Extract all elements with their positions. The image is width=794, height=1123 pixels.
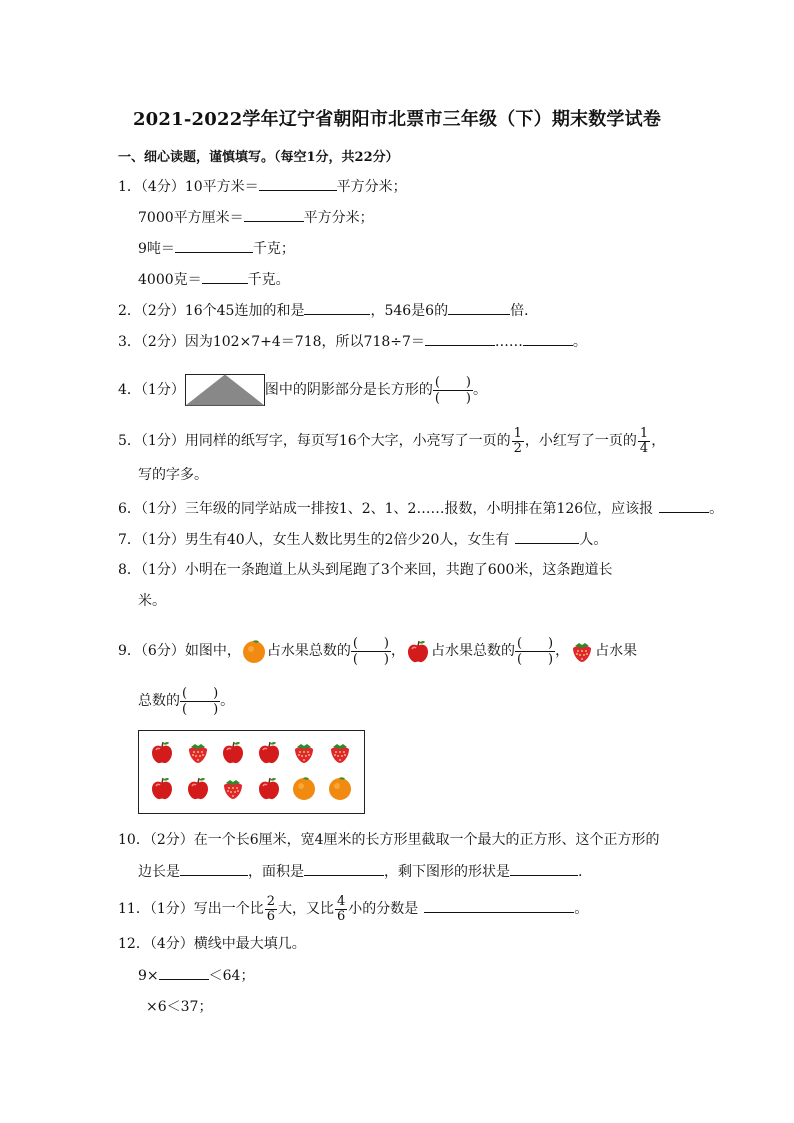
shaded-triangle-figure xyxy=(185,374,265,406)
q9-text-5: 总数的 xyxy=(138,693,180,709)
q1-a-unit: 平方分米； xyxy=(336,179,407,195)
q9-comma-2: ， xyxy=(555,643,570,659)
q12-a-text: 9× xyxy=(138,968,159,984)
question-10 xyxy=(118,830,660,850)
q1-b-unit: 平方分米； xyxy=(303,210,374,226)
q1-b-text: 7000平方厘米＝ xyxy=(138,210,244,226)
q10-text-2: 边长是 xyxy=(138,864,180,880)
answer-blank[interactable] xyxy=(424,898,574,913)
question-7 xyxy=(118,529,607,550)
question-1-line-b xyxy=(138,207,374,228)
apple-icon xyxy=(220,739,246,765)
answer-blank[interactable] xyxy=(180,861,248,876)
q9-text-2: 占水果总数的 xyxy=(266,643,351,659)
question-12-line-a xyxy=(138,965,254,986)
q11-end: 。 xyxy=(574,901,589,917)
q12-text: 12．（4分）横线中最大填几。 xyxy=(118,936,306,952)
q5-comma: ， xyxy=(651,433,666,449)
strawberry-icon xyxy=(220,775,246,801)
fraction-answer[interactable]: $\frac{( )}{( )}$ xyxy=(434,374,471,406)
strawberry-icon xyxy=(569,638,595,664)
fraction-one-half: $\frac{1}{2}$ xyxy=(513,425,522,456)
q10-text-3: ，面积是 xyxy=(248,864,304,880)
q1-d-text: 4000克＝ xyxy=(138,272,202,288)
fraction-two-sixths: $\frac{2}{6}$ xyxy=(266,893,276,924)
question-1-line-d xyxy=(138,269,290,290)
fraction-one-quarter: $\frac{1}{4}$ xyxy=(639,425,649,456)
q2-text-2: ，546是6的 xyxy=(370,303,449,319)
q1-a-text: 1．（4分）10平方米＝ xyxy=(118,179,259,195)
q7-end: 人。 xyxy=(579,532,608,548)
question-12-line-b xyxy=(146,997,212,1017)
answer-blank[interactable] xyxy=(659,498,709,513)
q11-text: 11．（1分）写出一个比 xyxy=(118,901,264,917)
q11-text-3: 小的分数是 xyxy=(348,901,419,917)
q6-end: 。 xyxy=(709,501,724,517)
answer-blank[interactable] xyxy=(202,269,248,284)
section-heading: 一、细心读题，谨慎填写。（每空1分，共22分） xyxy=(118,150,399,165)
q5-text: 5．（1分）用同样的纸写字，每页写16个大字，小亮写了一页的 xyxy=(118,433,511,449)
q5-text-2: ，小红写了一页的 xyxy=(524,433,637,449)
q1-c-unit: 千克； xyxy=(252,241,295,257)
q3-end: 。 xyxy=(572,334,587,350)
q2-text-3: 倍． xyxy=(510,303,539,319)
q2-text: 2．（2分）16个45连加的和是 xyxy=(118,303,305,319)
orange-icon xyxy=(327,775,353,801)
answer-blank[interactable] xyxy=(515,529,579,544)
answer-blank[interactable] xyxy=(159,965,209,980)
question-4 xyxy=(118,372,487,408)
fraction-answer[interactable]: $\frac{( )}{( )}$ xyxy=(516,635,554,667)
apple-icon xyxy=(149,775,175,801)
q9-text: 9．（6分）如图中， xyxy=(118,643,241,659)
orange-icon xyxy=(291,775,317,801)
answer-blank[interactable] xyxy=(304,861,384,876)
question-1-line-c xyxy=(138,238,295,259)
answer-blank[interactable] xyxy=(175,238,253,253)
q4-text: 4．（1分） xyxy=(118,382,185,398)
question-2 xyxy=(118,300,538,321)
q12-b-text: ×6＜37； xyxy=(146,999,213,1015)
question-9 xyxy=(118,628,637,674)
question-11 xyxy=(118,893,588,925)
answer-blank[interactable] xyxy=(510,861,578,876)
q9-text-4: 占水果 xyxy=(595,643,638,659)
answer-blank[interactable] xyxy=(304,300,370,315)
apple-icon xyxy=(405,638,431,664)
question-12 xyxy=(118,934,306,954)
question-10-line-2 xyxy=(138,861,582,882)
page-title: 2021-2022学年辽宁省朝阳市北票市三年级（下）期末数学试卷 xyxy=(132,109,662,130)
answer-blank[interactable] xyxy=(259,176,337,191)
q10-end: . xyxy=(578,864,583,880)
answer-blank[interactable] xyxy=(244,207,304,222)
q8-text: 8．（1分）小明在一条跑道上从头到尾跑了3个来回，共跑了600米，这条跑道长 xyxy=(118,562,613,578)
apple-icon xyxy=(185,775,211,801)
answer-blank[interactable] xyxy=(448,300,510,315)
question-3 xyxy=(118,331,587,352)
q9-end: 。 xyxy=(220,693,235,709)
strawberry-icon xyxy=(291,739,317,765)
q8-end: 米。 xyxy=(138,593,166,609)
question-6 xyxy=(118,498,723,519)
apple-icon xyxy=(256,739,282,765)
q9-text-3: 占水果总数的 xyxy=(430,643,515,659)
answer-blank[interactable] xyxy=(425,331,495,346)
orange-icon xyxy=(241,638,267,664)
q3-ellipsis: …… xyxy=(494,334,523,350)
question-5-line-2 xyxy=(138,465,208,485)
strawberry-icon xyxy=(185,739,211,765)
fraction-answer[interactable]: $\frac{( )}{( )}$ xyxy=(352,635,389,667)
q12-a-end: ＜64； xyxy=(208,968,255,984)
question-5 xyxy=(118,425,665,457)
answer-blank[interactable] xyxy=(523,331,573,346)
apple-icon xyxy=(149,739,175,765)
q4-end: 。 xyxy=(472,382,487,398)
question-1-line-a xyxy=(118,176,407,197)
q1-c-text: 9吨＝ xyxy=(138,241,175,257)
q10-text-4: ，剩下图形的形状是 xyxy=(384,864,510,880)
apple-icon xyxy=(256,775,282,801)
fruit-picture-box xyxy=(138,730,365,814)
q7-text: 7．（1分）男生有40人，女生人数比男生的2倍少20人，女生有 xyxy=(118,532,510,548)
q5-text-3: 写的字多。 xyxy=(138,467,208,483)
q10-text: 10．（2分）在一个长6厘米，宽4厘米的长方形里截取一个最大的正方形、这个正方形的 xyxy=(118,832,660,848)
q4-text-2: 图中的阴影部分是长方形的 xyxy=(264,382,433,398)
question-8-line-2 xyxy=(138,591,166,611)
question-9-line-2 xyxy=(138,684,234,718)
q1-d-unit: 千克。 xyxy=(247,272,290,288)
q11-text-2: 大，又比 xyxy=(278,901,335,917)
fraction-four-sixths: $\frac{4}{6}$ xyxy=(337,893,346,924)
fraction-answer[interactable]: $\frac{( )}{( )}$ xyxy=(182,685,219,717)
question-8 xyxy=(118,560,612,580)
q3-text: 3．（2分）因为102×7+4＝718，所以718÷7＝ xyxy=(118,334,425,350)
q9-comma: ， xyxy=(390,643,405,659)
q6-text: 6．（1分）三年级的同学站成一排按1、2、1、2……报数，小明排在第126位，应该报 xyxy=(118,501,654,517)
strawberry-icon xyxy=(327,739,353,765)
